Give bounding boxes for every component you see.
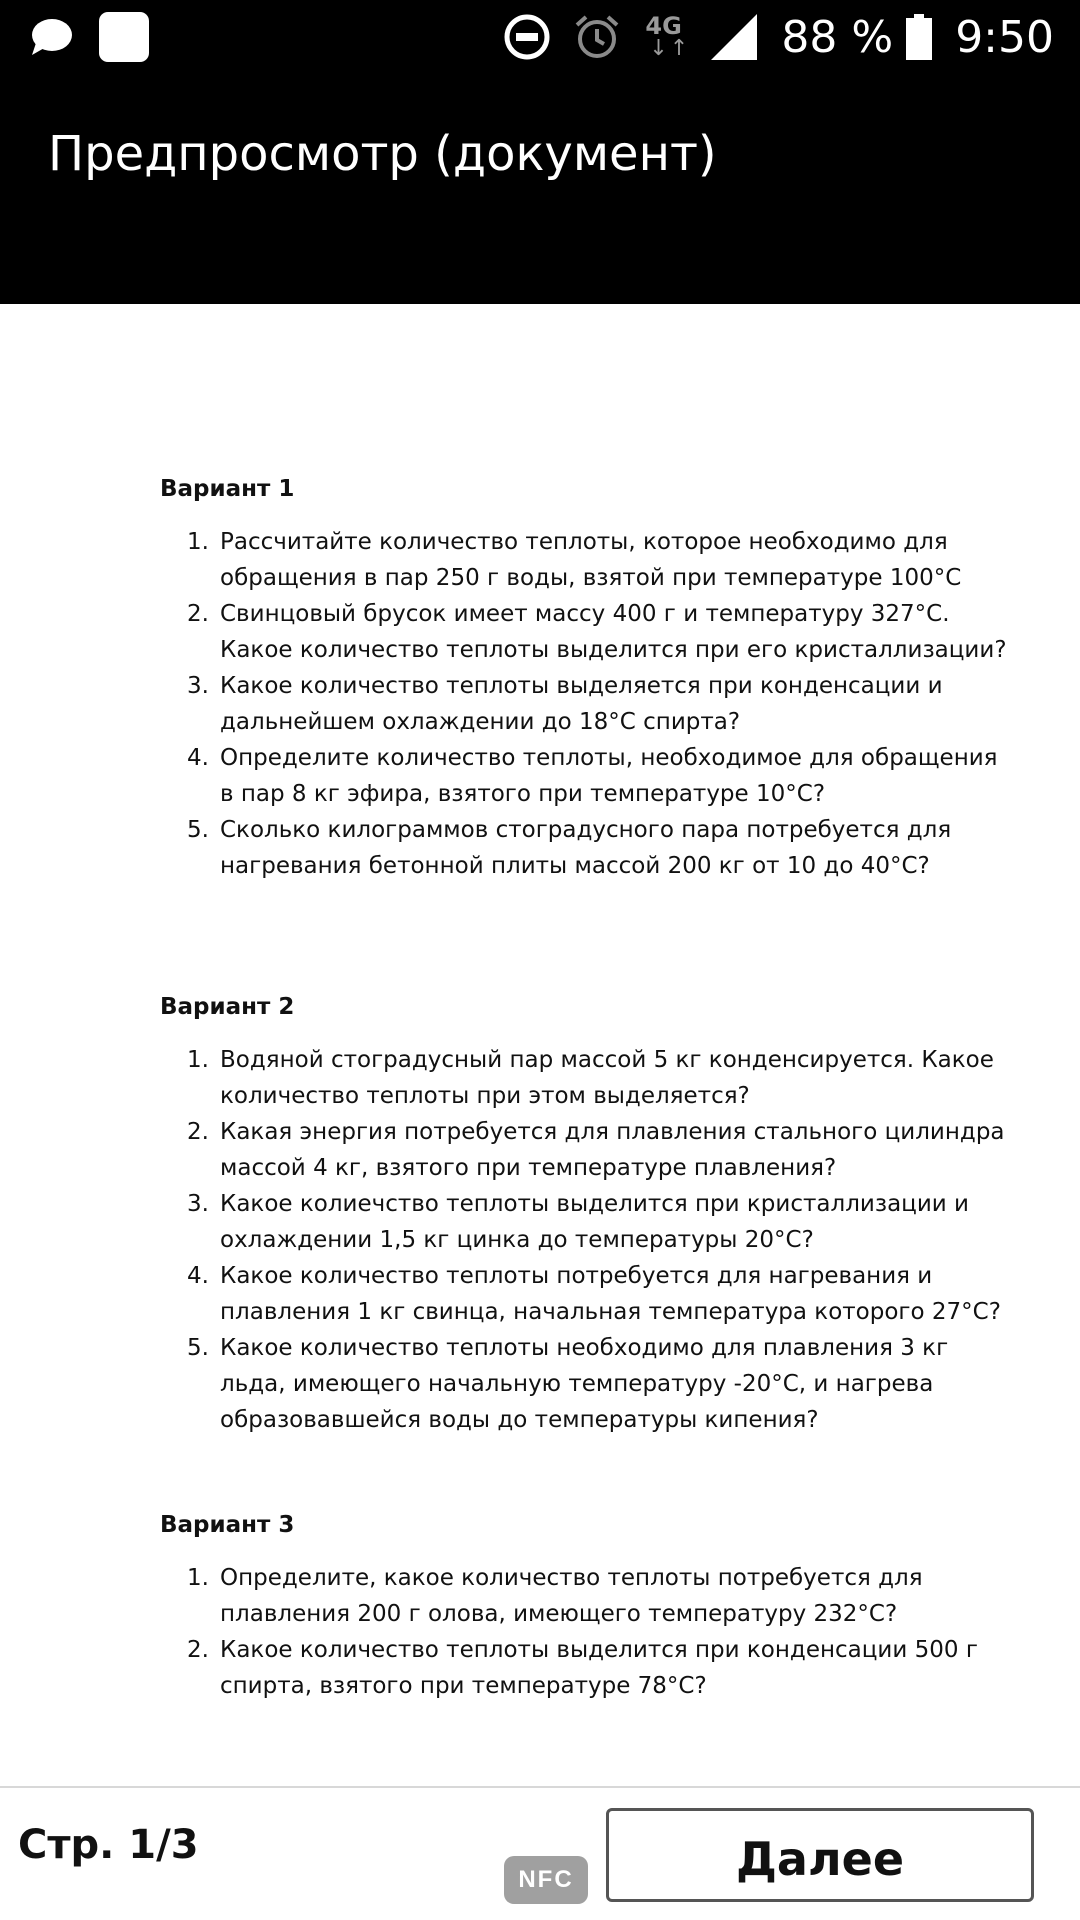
task-item [160,668,1010,740]
task-item [160,1114,1010,1186]
task-text: Какое количество теплоты выделится при конденсации 500 г спирта, взятого при температуре 78°С? [220,1637,978,1699]
status-right [481,8,1054,66]
network-indicator [643,12,691,62]
network-type: 4G [645,12,682,40]
task-list [160,1560,1010,1704]
task-number: 4. [187,745,209,771]
task-list [160,1042,1010,1438]
signal-icon [709,12,759,62]
task-number: 2. [187,1119,209,1145]
task-text: Водяной стоградусный пар массой 5 кг конденсируется. Какое количество теплоты при этом выделяется? [220,1047,994,1109]
task-text: Определите количество теплоты, необходимое для обращения в пар 8 кг эфира, взятого при температуре 10°С? [220,745,998,807]
status-bar [0,0,1080,74]
task-item [160,1186,1010,1258]
task-item [160,596,1010,668]
task-text: Какое количество теплоты потребуется для нагревания и плавления 1 кг свинца, начальная температура которого 27°С? [220,1263,1001,1325]
task-number: 4. [187,1263,209,1289]
task-number: 5. [187,1335,209,1361]
task-list [160,524,1010,884]
battery-icon [905,13,933,61]
document-preview[interactable] [0,304,1080,1786]
network-arrows-icon: ↓↑ [649,36,691,61]
nfc-badge: NFC [504,1856,588,1904]
variant-3 [160,1512,1010,1704]
next-button[interactable]: Далее [606,1808,1034,1902]
task-item [160,1632,1010,1704]
do-not-disturb-icon [503,13,551,61]
app-bar [0,74,1080,304]
task-item [160,1042,1010,1114]
task-number: 1. [187,1047,209,1073]
task-number: 1. [187,1565,209,1591]
task-item [160,1560,1010,1632]
task-text: Какое количество теплоты необходимо для плавления 3 кг льда, имеющего начальную температуру -20°С, и нагрева образовавшейся воды до температуры кипения? [220,1335,949,1433]
task-item [160,1258,1010,1330]
task-text: Свинцовый брусок имеет массу 400 г и температуру 327°С. Какое количество теплоты выделится при его кристаллизации? [220,601,1007,663]
task-number: 2. [187,1637,209,1663]
app-square-icon [98,11,150,63]
bottom-bar [0,1786,1080,1920]
variant-title: Вариант 2 [160,994,295,1020]
message-bubble-icon [28,15,74,59]
clock: 9:50 [955,11,1054,63]
task-item [160,740,1010,812]
alarm-icon [573,13,621,61]
task-number: 5. [187,817,209,843]
task-text: Определите, какое количество теплоты потребуется для плавления 200 г олова, имеющего температуру 232°С? [220,1565,923,1627]
task-number: 2. [187,601,209,627]
variant-title: Вариант 1 [160,476,295,502]
task-text: Какая энергия потребуется для плавления стального цилиндра массой 4 кг, взятого при температуре плавления? [220,1119,1005,1181]
task-text: Рассчитайте количество теплоты, которое необходимо для обращения в пар 250 г воды, взятой при температуре 100°С [220,529,962,591]
variant-2 [160,994,1010,1438]
task-text: Какое колиечство теплоты выделится при кристаллизации и охлаждении 1,5 кг цинка до температуры 20°С? [220,1191,969,1253]
task-item [160,524,1010,596]
task-text: Какое количество теплоты выделяется при конденсации и дальнейшем охлаждении до 18°С спирта? [220,673,943,735]
task-number: 3. [187,1191,209,1217]
battery-percent: 88 % [781,11,894,63]
page-title: Предпросмотр (документ) [48,126,717,182]
task-text: Сколько килограммов стоградусного пара потребуется для нагревания бетонной плиты массой 200 кг от 10 до 40°С? [220,817,952,879]
task-item [160,812,1010,884]
variant-title: Вариант 3 [160,1512,295,1538]
page-indicator: Стр. 1/3 [18,1822,199,1868]
task-number: 3. [187,673,209,699]
status-left [28,12,150,62]
task-item [160,1330,1010,1438]
variant-1 [160,476,1010,884]
task-number: 1. [187,529,209,555]
